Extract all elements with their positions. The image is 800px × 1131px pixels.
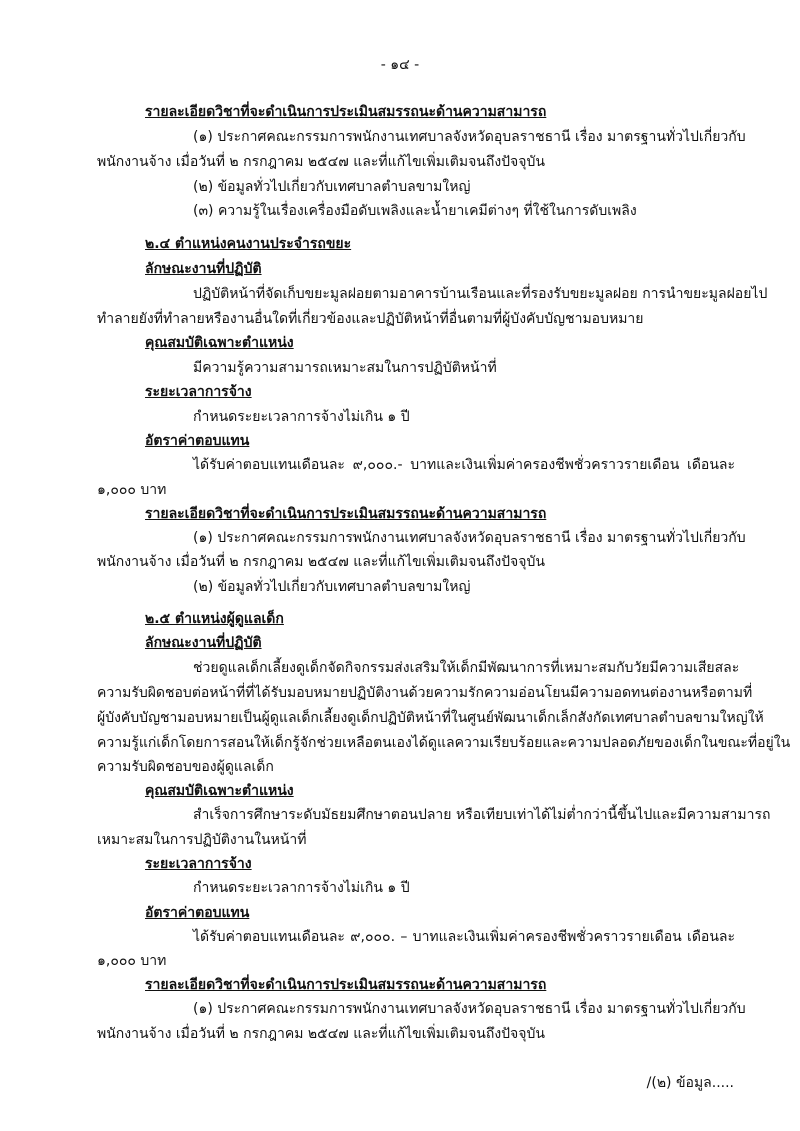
qualification-text: สำเร็จการศึกษาระดับมัธยมศึกษาตอนปลาย หรือเทียบเท่าได้ไม่ต่ำกว่านี้ขึ้นไปและมีความสามารถ — [193, 807, 771, 823]
duty-text-cont: ความรับผิดชอบของผู้ดูแลเด็ก — [97, 759, 274, 775]
period-heading: ระยะเวลาการจ้าง — [145, 856, 252, 872]
pay-text: ได้รับค่าตอบแทนเดือนละ ๙,๐๐๐.- บาทและเงินเพิ่มค่าครองชีพชั่วคราวรายเดือน เดือนละ — [193, 457, 735, 473]
duty-text-cont: ความรับผิดชอบต่อหน้าที่ที่ได้รับมอบหมายปฏิบัติงานด้วยความรักความอ่อนโยนมีความอดทนต่องานหรือตามที่ — [97, 685, 753, 701]
qualification-text: มีความรู้ความสามารถเหมาะสมในการปฏิบัติหน้าที่ — [193, 360, 497, 376]
assessment-item-2: (๒) ข้อมูลทั่วไปเกี่ยวกับเทศบาลตำบลขามใหญ่ — [193, 179, 471, 195]
pay-heading: อัตราค่าตอบแทน — [145, 905, 250, 921]
pay-text-cont: ๑,๐๐๐ บาท — [97, 482, 167, 498]
duty-text-cont: ทำลายยังที่ทำลายหรืองานอื่นใดที่เกี่ยวข้องและปฏิบัติหน้าที่อื่นตามที่ผู้บังคับบัญชามอบหมาย — [97, 311, 644, 327]
page-number: - ๑๔ - — [380, 57, 420, 73]
assessment-item-1: (๑) ประกาศคณะกรรมการพนักงานเทศบาลจังหวัดอุบลราชธานี เรื่อง มาตรฐานทั่วไปเกี่ยวกับ — [193, 1001, 746, 1017]
pay-text-cont: ๑,๐๐๐ บาท — [97, 953, 167, 969]
period-text: กำหนดระยะเวลาการจ้างไม่เกิน ๑ ปี — [193, 880, 410, 896]
duty-heading: ลักษณะงานที่ปฏิบัติ — [145, 261, 262, 277]
position-title-2-4: ๒.๔ ตำแหน่งคนงานประจำรถขยะ — [145, 236, 352, 252]
assessment-heading: รายละเอียดวิชาที่จะดำเนินการประเมินสมรรถนะด้านความสามารถ — [145, 506, 547, 522]
continuation-marker: /(๒) ข้อมูล..... — [646, 1075, 734, 1091]
duty-heading: ลักษณะงานที่ปฏิบัติ — [145, 635, 262, 651]
assessment-item-3: (๓) ความรู้ในเรื่องเครื่องมือดับเพลิงและน้ำยาเคมีต่างๆ ที่ใช้ในการดับเพลิง — [193, 203, 637, 219]
assessment-heading: รายละเอียดวิชาที่จะดำเนินการประเมินสมรรถนะด้านความสามารถ — [145, 977, 547, 993]
qualification-heading: คุณสมบัติเฉพาะตำแหน่ง — [145, 783, 294, 799]
pay-text: ได้รับค่าตอบแทนเดือนละ ๙,๐๐๐. – บาทและเงินเพิ่มค่าครองชีพชั่วคราวรายเดือน เดือนละ — [193, 929, 735, 945]
qualification-heading: คุณสมบัติเฉพาะตำแหน่ง — [145, 335, 294, 351]
assessment-item-1: (๑) ประกาศคณะกรรมการพนักงานเทศบาลจังหวัดอุบลราชธานี เรื่อง มาตรฐานทั่วไปเกี่ยวกับ — [193, 129, 746, 145]
assessment-item-1-cont: พนักงานจ้าง เมื่อวันที่ ๒ กรกฎาคม ๒๕๔๗ และที่แก้ไขเพิ่มเติมจนถึงปัจจุบัน — [97, 1026, 545, 1042]
assessment-item-1-cont: พนักงานจ้าง เมื่อวันที่ ๒ กรกฎาคม ๒๕๔๗ และที่แก้ไขเพิ่มเติมจนถึงปัจจุบัน — [97, 154, 545, 170]
assessment-heading: รายละเอียดวิชาที่จะดำเนินการประเมินสมรรถนะด้านความสามารถ — [145, 104, 547, 120]
duty-text: ปฏิบัติหน้าที่จัดเก็บขยะมูลฝอยตามอาคารบ้านเรือนและที่รองรับขยะมูลฝอย การนำขยะมูลฝอยไป — [193, 286, 768, 302]
duty-text-cont: ความรู้แก่เด็กโดยการสอนให้เด็กรู้จักช่วยเหลือตนเองได้ดูแลความเรียบร้อยและความปลอดภัยของเด็กในขณะที่อยู่ใน — [97, 735, 791, 751]
assessment-item-1: (๑) ประกาศคณะกรรมการพนักงานเทศบาลจังหวัดอุบลราชธานี เรื่อง มาตรฐานทั่วไปเกี่ยวกับ — [193, 530, 746, 546]
period-heading: ระยะเวลาการจ้าง — [145, 384, 252, 400]
duty-text: ช่วยดูแลเด็กเลี้ยงดูเด็กจัดกิจกรรมส่งเสริมให้เด็กมีพัฒนาการที่เหมาะสมกับวัยมีความเสียสละ — [193, 660, 740, 676]
assessment-item-2: (๒) ข้อมูลทั่วไปเกี่ยวกับเทศบาลตำบลขามใหญ่ — [193, 579, 471, 595]
position-title-2-5: ๒.๕ ตำแหน่งผู้ดูแลเด็ก — [145, 611, 284, 627]
duty-text-cont: ผู้บังคับบัญชามอบหมายเป็นผู้ดูแลเด็กเลี้ยงดูเด็กปฏิบัติหน้าที่ในศูนย์พัฒนาเด็กเล็กสังกัดเทศบาลตำบลขามใหญ่ให้ — [97, 710, 764, 726]
period-text: กำหนดระยะเวลาการจ้างไม่เกิน ๑ ปี — [193, 409, 410, 425]
qualification-text-cont: เหมาะสมในการปฏิบัติงานในหน้าที่ — [97, 832, 307, 848]
assessment-item-1-cont: พนักงานจ้าง เมื่อวันที่ ๒ กรกฎาคม ๒๕๔๗ และที่แก้ไขเพิ่มเติมจนถึงปัจจุบัน — [97, 554, 545, 570]
pay-heading: อัตราค่าตอบแทน — [145, 433, 250, 449]
